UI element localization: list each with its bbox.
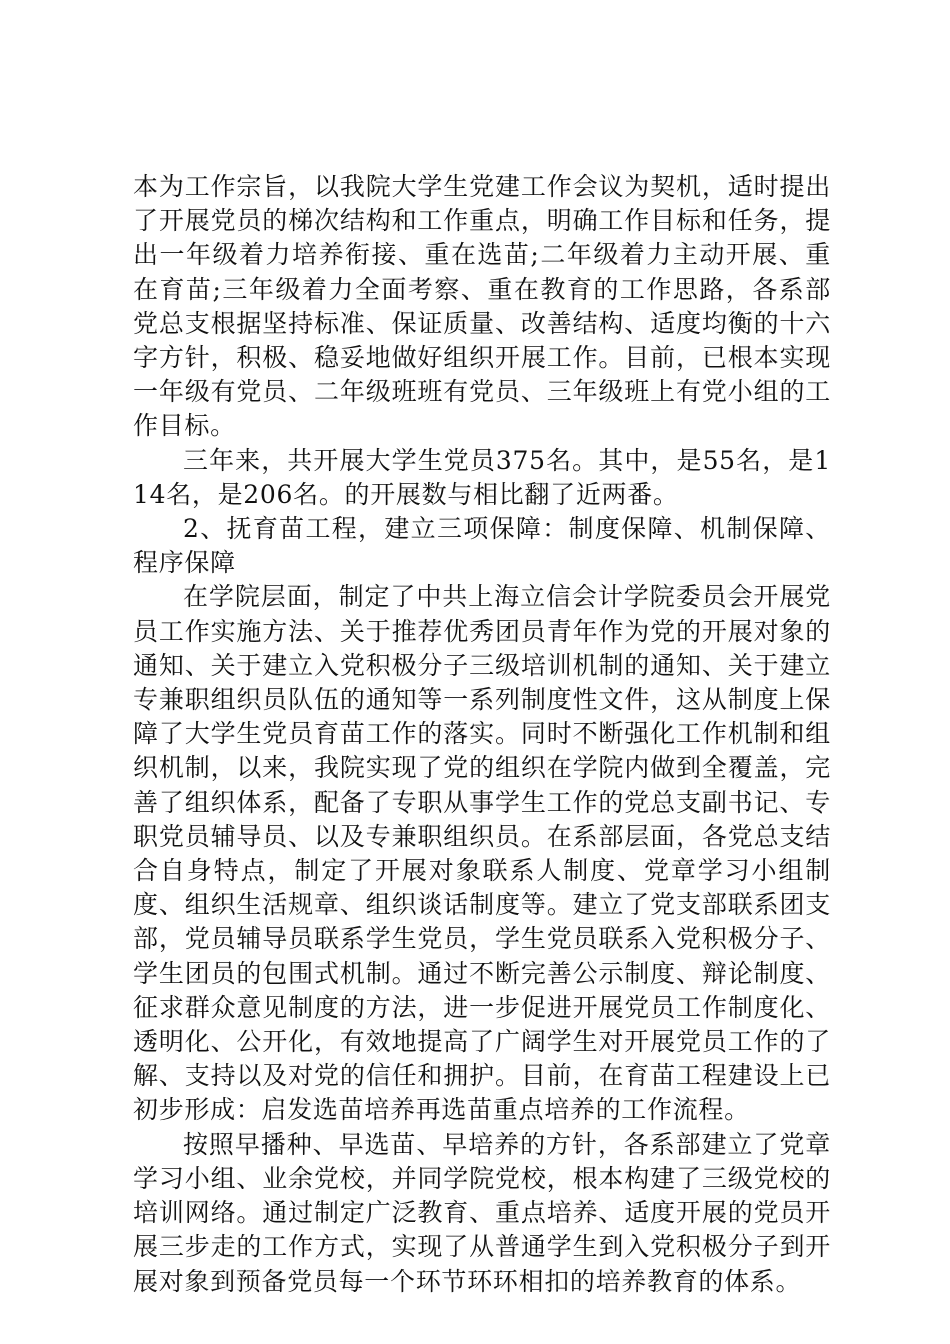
paragraph-1: 本为工作宗旨，以我院大学生党建工作会议为契机，适时提出了开展党员的梯次结构和工作重点，明确工作目标和任务，提出一年级着力培养衔接、重在选苗;二年级着力主动开展、重在育苗;三年级着力全面考察、重在教育的工作思路，各系部党总支根据坚持标准、保证质量、改善结构、适度均衡的十六字方针，积极、稳妥地做好组织开展工作。目前，已根本实现一年级有党员、二年级班班有党员、三年级班上有党小组的工作目标。	[133, 172, 831, 441]
paragraph-2: 三年来，共开展大学生党员375名。其中，是55名，是114名，是206名。的开展数与相比翻了近两番。	[133, 445, 831, 509]
section-heading: 2、抚育苗工程，建立三项保障：制度保障、机制保障、程序保障	[133, 514, 831, 578]
paragraph-4: 在学院层面，制定了中共上海立信会计学院委员会开展党员工作实施方法、关于推荐优秀团员青年作为党的开展对象的通知、关于建立入党积极分子三级培训机制的通知、关于建立专兼职组织员队伍的通知等一系列制度性文件，这从制度上保障了大学生党员育苗工作的落实。同时不断强化工作机制和组织机制，以来，我院实现了党的组织在学院内做到全覆盖，完善了组织体系，配备了专职从事学生工作的党总支副书记、专职党员辅导员、以及专兼职组织员。在系部层面，各党总支结合自身特点，制定了开展对象联系人制度、党章学习小组制度、组织生活规章、组织谈话制度等。建立了党支部联系团支部，党员辅导员联系学生党员，学生党员联系入党积极分子、学生团员的包围式机制。通过不断完善公示制度、辩论制度、征求群众意见制度的方法，进一步促进开展党员工作制度化、透明化、公开化，有效地提高了广阔学生对开展党员工作的了解、支持以及对党的信任和拥护。目前，在育苗工程建设上已初步形成：启发选苗培养再选苗重点培养的工作流程。	[133, 582, 831, 1125]
paragraph-5: 按照早播种、早选苗、早培养的方针，各系部建立了党章学习小组、业余党校，并同学院党校，根本构建了三级党校的培训网络。通过制定广泛教育、重点培养、适度开展的党员开展三步走的工作方式，实现了从普通学生到入党积极分子到开展对象到预备党员每一个环节环环相扣的培养教育的体系。	[133, 1129, 831, 1296]
body-text	[133, 170, 831, 1299]
